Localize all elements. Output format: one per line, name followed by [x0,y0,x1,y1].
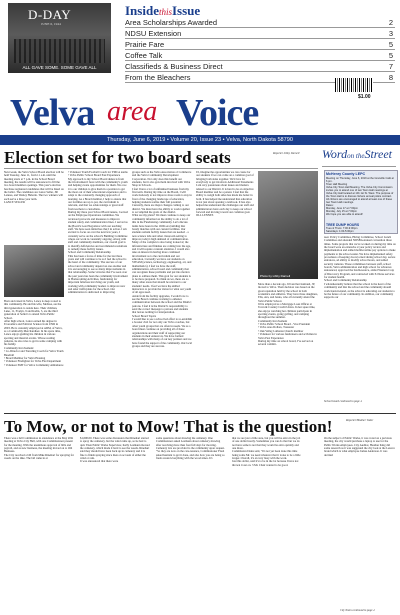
toc-item[interactable] [125,40,395,50]
notice-box-body: Meeting on Thursday, June 6, 2019 at the Granville Café at 6 pm. Town Hall Meeting Velva City Town Hall Meeting. The Velva City Commission invites you to attend one of two Town Hall meetings at Velva City Hall located at 101 1st St. West. The purpose of the Town Hall is to discuss Velva's annual police contract. All citizens are encouraged to attend at least one of these two Town Hall meetings. Dates: Monday, June 17 at 7:00pm Monday, July 15 at 7:00pm We hope you are able to attend! [326,177,394,216]
word-heading [322,147,392,162]
dday-photo [14,39,105,63]
price: $1.00 [358,94,371,100]
divider [322,166,396,167]
on-the-word: on the [347,152,365,160]
story1-col2: • Volunteer Youth Football Coach for YMCA teams • Velva Public School Board Past Experience My approach to my School Board duties is from the involvement I have with the community's youth and helping create opportunities for them. We owe it to our children to give them in a position to get the most out of their educational experience and to adapt to the constantly changing approach of learning. As a Board member, I help to ensure that our facilities are up to par, the curriculum is relevant, and that we acknowledge or great staff from teachers to custodians. During my three year School Board tenure, I served on the Employee Operations committee. We reviewed protocols and measures to improve student safety and communication lines. I served as the Board's Lead Negotiator with our teaching staff. We have seen initiatives that I in action. I am excited to focus on over the next few years, I currently serve on the school's Building Committee where our work is constantly ongoing. Along with staff and community members, our overall goal is to identify deficiencies and recommend resolutions to remedy these facility issues. School and Community Relationship This has been a focus of mine for the last three years and will continue to be as I feel the school is the heart of the community. The success of our school and community depend on one another and it is encouraging to see so many improvements in that relationship. Some victories that I've seen over the past years has been the community involvement in Homecoming Activities, fundraising for important fabulous involving our youth, and working with community leaders to improve new and safer trafficplans for the school. Our administration is dedicated to improving [68,171,128,295]
toc-label: NDSU Extension [125,29,182,38]
story1-col1: Next week, the Velva School Board election will be held Tuesday, June 11, from 11 a.m. until the meeting starts at 7 p.m. in the School Board meeting, the results will be announced to fill the two board member openings. This year's election has three registered candidates that will be listed on the ballot. The candidates are Lance Seller, Jill Lennes, and Wesley Haberle. The two winners will each serve a three year term. LANCE SELLER [4,171,64,205]
toc-label: Classifieds & Business Direct [125,62,223,71]
toc-page: 5 [388,51,393,60]
tree-dump-title: TREE DUMP HOURS [326,223,360,227]
story1-headline: Election set for two board seats [4,148,231,167]
story1-col1b: Born and raised in Velva, Lance is deep rooted to this community. He and his wife, Melissa, are the third generation to reside here. Their children, Luke, 11, Evelyn, 9 and Kadin, 3, are the third generation of Seller's to attend Velva Public School. After high school, Lance earned his degree in Economics and Political Science from UND in 2003. He is currently employed at ADM, of Velva, as a Commodity Merchandiser. In his spare time, Lance enjoys guiding his children in various sporting and musical events. Whose reading patterns, he also tries to get in some camping with his family. Community Involvement: • Co-Director and Traveling Coach for Velva Youth Baseball • Board Member for Velva Housing • Volunteer Firefighter for Velva Fire Department • Volunteer EMT for Velva Community Ambulance [4,300,64,367]
toc-page: 8 [388,73,393,82]
street-word: Street [364,147,392,161]
divider [4,168,318,169]
dday-date: JUNE 6, 1944 [41,22,61,26]
toc-item[interactable] [125,51,395,61]
inside-heading [125,3,200,19]
story1-byline: Reporter Libby Darnell [273,152,300,155]
masthead-velva: Velva [10,92,95,134]
toc-label: Prairie Fare [125,40,165,49]
barcode [335,78,373,92]
toc-page: 2 [388,18,393,27]
masthead-voice: Voice [176,92,259,134]
toc-label: Coffee Talk [125,51,163,60]
word-col: tees: Policy Committee, Hiring Committee, School Lunch Committee and attended NDSBA Annual convention three times. Some projects that we've worked on during my time on the board were an extensive 2-year policy review and implementation and added mobile/online pay options to make payments to the school easier. We have implemented safety procedures of keeping doors locked during school day, secure entrances, ad ability to modify school hours, and added security cameras. These committees between staff, school boards, Velva administration and high school for advances announced, approved the bus Resource, added Western Corp of Discovery Program, and contracted with E-Nurse services for student health. School and Community Relationship I wholeheartedly believe that the school is the heart of the community and that the school and the community should work hand-in-hand, as the school is educating our students to be the future of our community. In addition, our community supports our [324,236,396,300]
story2-headline: To Mow, or not to Mow! That is the question! [4,417,333,436]
toc-item[interactable] [125,29,395,39]
story2-col2: $1,000.00. There was some discussion that Rinehart started to spray the cemetery, but the wind came up, so he had to quit. Then Public Works Supervisor, Kelly Lesmann mowed the cemetery, which made it hard to see the weeds. Rinehart said they should have been back up in cemetery and it is fine to finish spraying since then on account of either the wind or rain. It was announced that there were [80,437,150,464]
story2-col4: that we are just a little sure, but you will be extra in the job of one dollar hourly. Sometimes you can do that but we do not have some is not that they would be extra quickly and one more. Commission Dales said, "It's not yet been done this time being some Mr. we need whatever that it looks to be a little longer. Overall, it's an very busy with the work. Just this dollar, said it's to be in the lot because I have not thrown it out on. 3 Mr. Chair wanted to be good. [232,437,301,467]
issue-word: Issue [171,3,201,18]
inside-word: Inside [125,3,159,18]
masthead-area: area [107,96,158,127]
lance-seller-photo [4,245,64,297]
story1-col3: groups such as the Velva Association of Commerce and the Velva Community Development Corporation. Not only does this benefit our students, but it also gets them involved with Velva Shop in Schools. I feel I have a lot of unfinished business from my first term. During my time on the Board, I will work tirelessly to not improve more roads to stay in front of the changing landscape of education, helping students realize their full potential. Currently, there are major changes coming to our district. We must have the ability to work together to accomplish the goals of the district. What are my plans? We must continue to keep our community informed on the ability to do a lot of this in the Fundraising community. Let's discuss items have been in the 1920s era building that barely matches with our current facilities. Our students remain facility issues that are needed - a new science labs and other classroom setting to improve today's high demand of communication. Many of the complex is also being looked at; the infrastructure and finishes are coming into the age, and it will require constant attention. I would also take an interest in having more continued involvement as to the curriculum and our education. Currently we have our students on STEAM (science, technology, engineering, art, and mathematics). I feel we have the staff, administration, school board and community that can recognize these problems and put into motion plans to address them. This goal for our students is to be more prepared. So think us we, there are so many other areas that should be relevant to our students' needs. I feel we have the skilled instructors to provide the vision for what our youth of all ages need. Aside from the facility upgrades, I would love to see the Board continue working to enhance communication between the school and the District patrons. I feel it is the District's responsibility to send the correct message to patrons and students that leaves nothing for interpretation. School Board Topics I would like to see a school led effort to re-establish a booster club for not only our Velva coaches, but other youth groups that are often in needs. We as a board must continue on providing all of these organizations and their staff of supporting our students in their endeavors. We have formed relationships with many of our key partners and we have found the support of the community. Our local groups and they are success. [132,171,192,348]
dday-caption: ALL GAVE SOME. SOME GAVE ALL [22,65,97,70]
story1-col4: I'd, imagine the opportunities we can create for our students if we can come on a common goal of bringing both sides together. We'd love for everybody to get involved. Additional Statements I am very passionate about issues and matters related to our District. It is hard to be an objective Board member and be a parent. I feel that the ability to weigh both sides has made me better in both. It has helped me understand that education is not just about opening a textbook. It has also helped me understand the challenges our staff and administrators have each day to keep our school forward and moving toward our common goal. JILL LENNES [196,171,254,218]
story2-continued: City Notes continued to page 4 [340,609,375,612]
story2-col3: some questions about mowing the cemetery. One Commissioner asked Lesmann about cemetery mowing after receiving more than four full days for mowing. Cemetery lots are provided to the community upon request. "So they are now on the care-tenance, Commissioner Fried asked hesitant to get it done, and also how you are being so fresh around everything with the wood nines. It's [156,437,225,461]
notice-box-title: McHenry County LEPC [326,172,366,176]
story1-continued: School board continued to page 4 [324,400,362,403]
divider [4,413,396,414]
toc-page: 7 [388,62,393,71]
dday-banner [8,3,111,73]
toc-label: From the Bleachers [125,73,191,82]
dateline: Thursday, June 6, 2019 • Volume 20, Issue 23 • Velva, North Dakota 58790 [0,135,400,145]
photo-caption: Photo by Libby Darnell [260,274,291,278]
word-word: Word [322,147,348,161]
story2-byline: Reporter/Heather Tudor [346,419,374,422]
story1-col4b: More than a decade ago, Jill and her husband, JP, moved to Velva. Their decision was based on the great reputation held by the school in both academics and athletics. They have three daughters, Ella, Ava, and Jenna, who all currently attend the Velva Public School. Jill is employed as a Mortgage Loan Officer at Town & Country Credit Union. In her spare time, she enjoys watching her children participate in sporting events, going golfing, and camping throughout the summer. Community Involvement • Velva Public School Board - Vice President • Velva Area Dollars, Treasurer • Oak Valley Lutheran Church member • Volunteer for various fundraisers and activities in Velva Past Experience During my time on school board, I've served on several commit- [258,283,318,347]
toc-page: 5 [388,40,393,49]
toc-page: 3 [388,29,393,38]
dday-title: D-DAY [28,7,72,22]
tree-dump-hours: Tues & Thurs: 7:00-9:00pm Saturdays: 1:00-5:00pm [326,227,358,233]
story2-col5: On the subject of Public Works, it was voted on a previous meeting, the city would purchase a laptop to use for the Public Works employees. City Auditor, Heather King did some research as it was suggested the city look at the Lenovo brand which is what employee James Anderson. It was decided [324,437,396,457]
toc-label: Area Scholarships Awarded [125,18,217,27]
jill-lennes-photo [258,171,318,279]
this-word: this [158,7,172,17]
toc-item[interactable] [125,62,395,72]
toc-item[interactable] [125,18,395,28]
story2-col1: There was a full Commission in attendance at the May 20th meeting at Velva City Hall, with one Commissioner present for the meeting. With the unanimous approval of bills and payroll, and as new business, the meeting moved on to Old Business. The City received a bill from Mike Rinehart for spraying for weeds on the dike. The bid came in at [4,437,74,461]
